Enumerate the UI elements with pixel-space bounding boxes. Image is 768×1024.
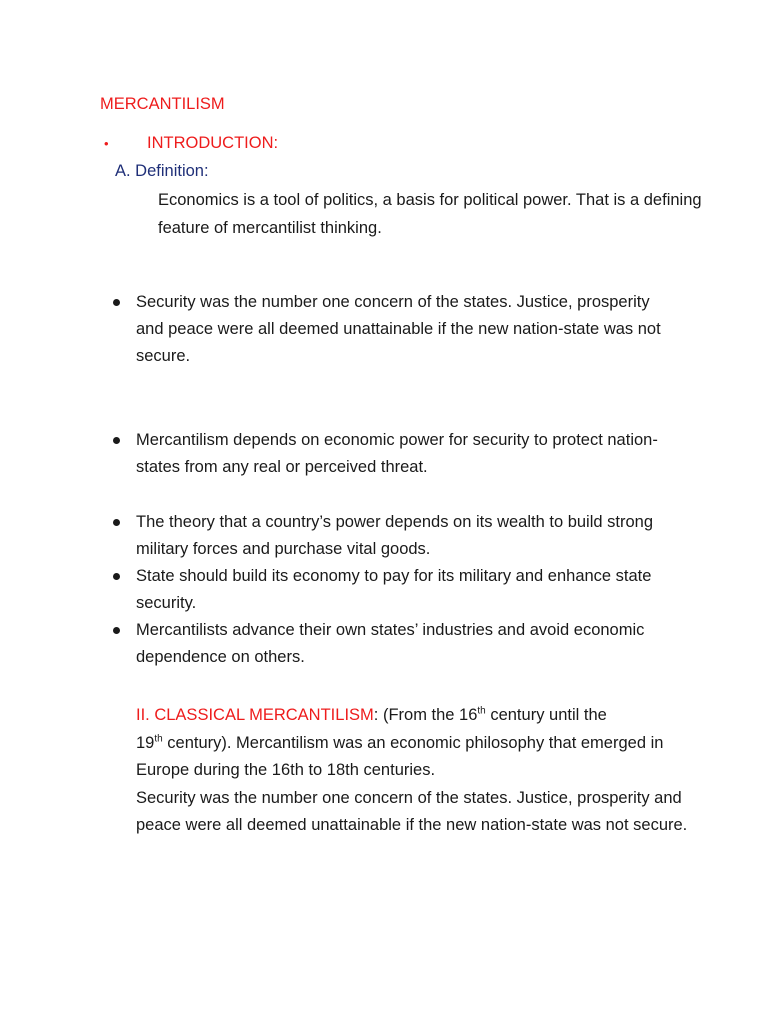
intro-bullet-icon: • — [104, 136, 109, 151]
classical-mercantilism-heading: II. CLASSICAL MERCANTILISM — [136, 706, 374, 724]
section2-text: Security was the number one concern of the states. Justice, prosperity and peace were all deemed unattainable if the new nation-state was not secure. — [136, 788, 688, 834]
list-item — [113, 509, 673, 563]
introduction-heading: INTRODUCTION: — [147, 134, 279, 152]
list-item-text: Security was the number one concern of the states. Justice, prosperity and peace were all deemed unattainable if the new nation-state was not secure. — [136, 293, 661, 365]
bullet-list-3 — [113, 509, 673, 671]
list-item-text: Mercantilists advance their own states’ industries and avoid economic dependence on others. — [136, 621, 645, 666]
bullet-dot-icon — [113, 627, 120, 634]
section2-text: century). Mercantilism was an economic philosophy that emerged in Europe during the 16th to 18th centuries. — [136, 733, 664, 779]
definition-paragraph: Economics is a tool of politics, a basis for political power. That is a defining feature of mercantilist thinking. — [158, 191, 702, 237]
list-item — [113, 563, 673, 617]
bullet-list-2 — [113, 427, 673, 481]
list-item — [113, 617, 673, 671]
list-item — [113, 427, 673, 481]
list-item-text: State should build its economy to pay for its military and enhance state security. — [136, 567, 652, 612]
list-item — [113, 289, 673, 370]
list-item-text: The theory that a country’s power depends on its wealth to build strong military forces and purchase vital goods. — [136, 513, 654, 558]
bullet-list-1 — [113, 289, 673, 370]
section2-text: 19 — [136, 733, 155, 752]
heading-colon: : — [373, 706, 383, 724]
list-item-text: Mercantilism depends on economic power for security to protect nation-states from any real or perceived threat. — [136, 431, 658, 476]
definition-heading: A. Definition: — [115, 162, 209, 180]
bullet-dot-icon — [113, 437, 120, 444]
section2-text: century until the — [485, 706, 607, 724]
section2-text: (From the 16 — [382, 706, 478, 724]
superscript: th — [477, 705, 486, 717]
classical-mercantilism-paragraph — [136, 702, 696, 840]
bullet-dot-icon — [113, 299, 120, 306]
document-title: MERCANTILISM — [100, 95, 225, 113]
bullet-dot-icon — [113, 519, 120, 526]
bullet-dot-icon — [113, 573, 120, 580]
superscript: th — [154, 733, 163, 744]
